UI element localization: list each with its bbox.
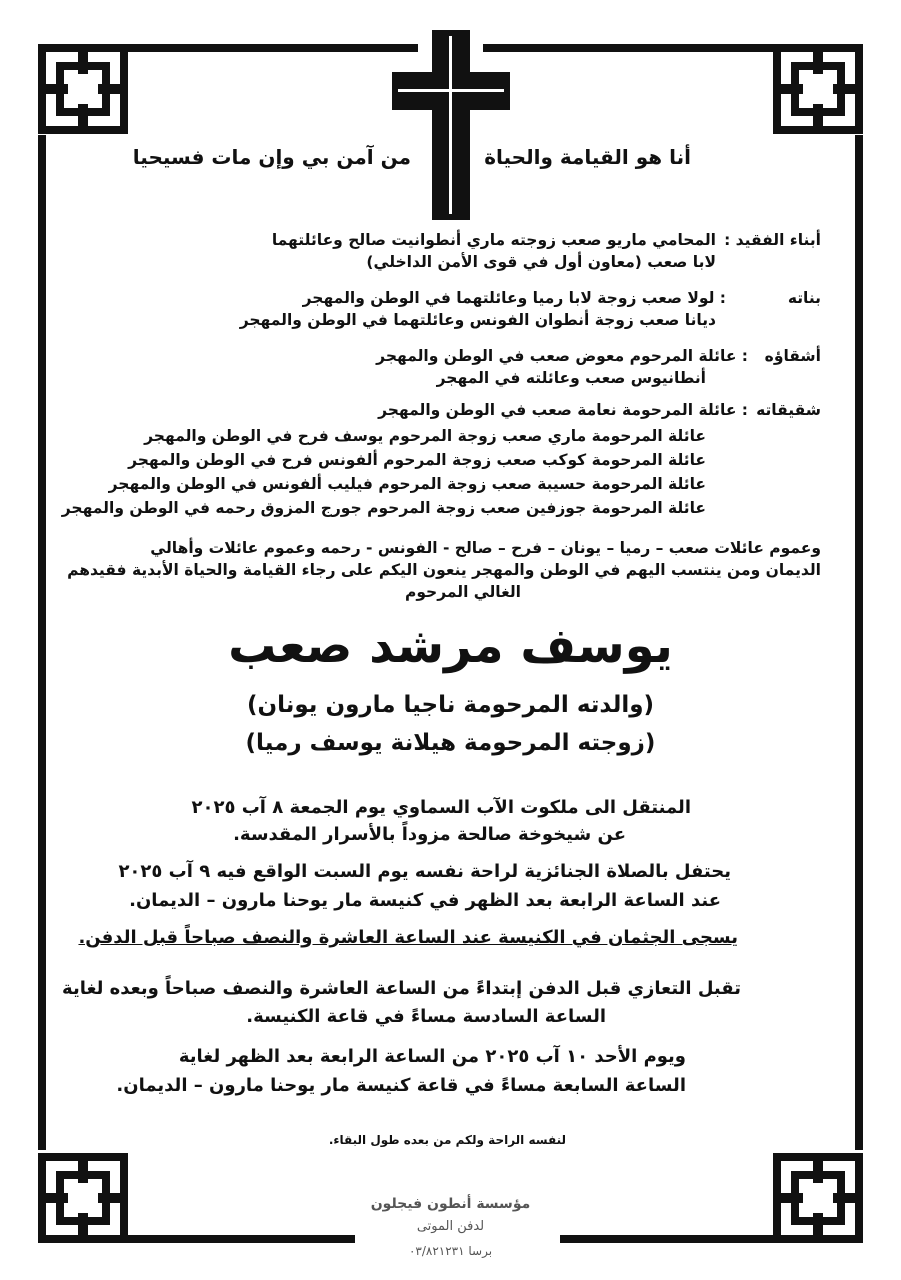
label-sisters: شقيقاته [756, 401, 821, 419]
footer-company: مؤسسة أنطون فيجلون [370, 1196, 531, 1212]
deceased-name: يوسف مرشد صعب [228, 618, 673, 674]
funeral-line: عند الساعة الرابعة بعد الظهر في كنيسة مار يوحنا مارون – الديمان. [129, 890, 721, 911]
footer-service: لدفن الموتى [416, 1219, 485, 1234]
frame-bottom-right [560, 1235, 776, 1243]
corner-knot-icon [38, 44, 128, 134]
sisters-line: عائلة المرحومة كوكب صعب زوجة المرحوم ألفونس فرح في الوطن والمهجر [128, 451, 706, 469]
sisters-line: : عائلة المرحومة نعامة صعب في الوطن والمهجر [378, 401, 748, 419]
sisters-line: عائلة المرحومة حسيبة صعب زوجة المرحوم فيليب ألفونس في الوطن والمهجر [108, 475, 706, 493]
corner-knot-icon [773, 44, 863, 134]
label-daughters: بناته [787, 289, 821, 307]
cross-icon [392, 30, 510, 220]
daughters-line: ديانا صعب زوجة أنطوان الفونس وعائلتهما في الوطن والمهجر [239, 311, 716, 329]
wife-line: (زوجته المرحومة هيلانة يوسف رميا) [245, 730, 656, 756]
viewing-line: يسجى الجثمان في الكنيسة عند الساعة العاشرة والنصف صباحاً قبل الدفن. [78, 927, 738, 948]
footer-phone: برسا ٠٣/٨٢١٢٣١ [408, 1244, 493, 1258]
sisters-line: عائلة المرحومة جوزفين صعب زوجة المرحوم جورج المزوق رحمه في الوطن والمهجر [61, 499, 706, 517]
daughters-line: : لولا صعب زوجة لابا رميا وعائلتهما في الوطن والمهجر [302, 289, 726, 307]
brothers-line: أنطانيوس صعب وعائلته في المهجر [436, 369, 706, 387]
sisters-line: عائلة المرحومة ماري صعب زوجة المرحوم يوسف فرح في الوطن والمهجر [144, 427, 706, 445]
closing-line: لنفسه الراحة ولكم من بعده طول البقاء. [328, 1133, 566, 1147]
general-line: الديمان ومن ينتسب اليهم في الوطن والمهجر ينعون اليكم على رجاء القيامة والحياة الأبدية فقيدهم [67, 561, 821, 579]
brothers-line: : عائلة المرحوم معوض صعب في الوطن والمهجر [376, 347, 748, 365]
death-line: عن شيخوخة صالحة مزوداً بالأسرار المقدسة. [233, 824, 626, 845]
frame-top-right [483, 44, 776, 52]
sons-line: المحامي ماريو صعب زوجته ماري أنطوانيت صالح وعائلتهما [271, 231, 716, 249]
sons-line: لابا صعب (معاون أول في قوى الأمن الداخلي) [366, 253, 716, 271]
sunday-line: الساعة السابعة مساءً في قاعة كنيسة مار يوحنا مارون – الديمان. [116, 1075, 686, 1096]
label-sons: أبناء الفقيد : [724, 231, 821, 249]
condolences-line: الساعة السادسة مساءً في قاعة الكنيسة. [246, 1006, 606, 1027]
label-brothers: أشقاؤه [764, 347, 821, 365]
verse-right: أنا هو القيامة والحياة [484, 145, 691, 169]
funeral-line: يحتفل بالصلاة الجنائزية لراحة نفسه يوم السبت الواقع فيه ٩ آب ٢٠٢٥ [118, 861, 731, 882]
frame-bottom-left [125, 1235, 355, 1243]
general-line: وعموم عائلات صعب – رميا – يونان – فرح – صالح - الفونس - رحمه وعموم عائلات وأهالي [150, 539, 821, 557]
mother-line: (والدته المرحومة ناجيا مارون يونان) [246, 692, 655, 718]
general-line: الغالي المرحوم [404, 583, 521, 601]
condolences-line: تقبل التعازي قبل الدفن إبتداءً من الساعة العاشرة والنصف صباحاً وبعده لغاية [62, 978, 741, 999]
death-line: المنتقل الى ملكوت الآب السماوي يوم الجمعة ٨ آب ٢٠٢٥ [191, 797, 691, 818]
verse-left: من آمن بي وإن مات فسيحيا [132, 145, 411, 169]
frame-top-left [125, 44, 418, 52]
sunday-line: ويوم الأحد ١٠ آب ٢٠٢٥ من الساعة الرابعة بعد الظهر لغاية [178, 1046, 686, 1067]
